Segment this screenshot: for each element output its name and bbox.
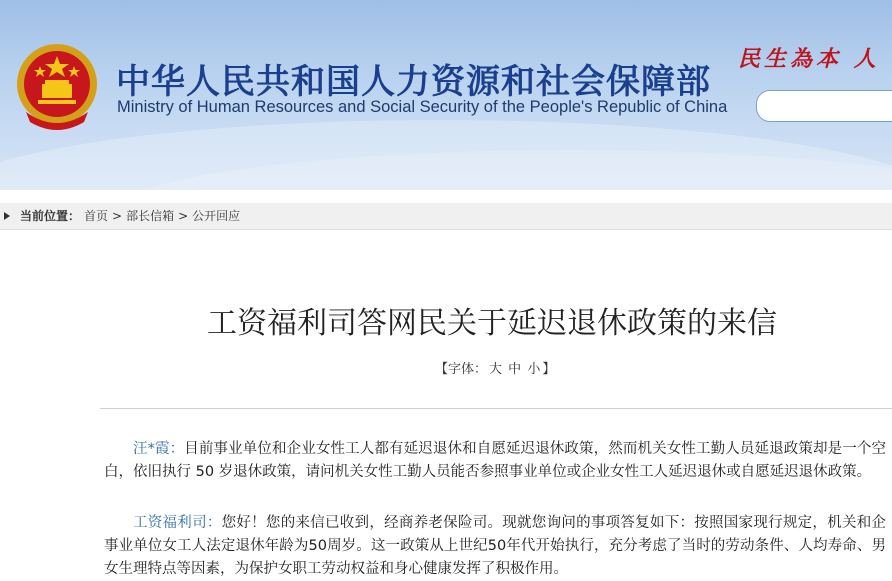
arrow-right-icon [4,212,10,220]
breadcrumb-home[interactable]: 首页 [84,209,109,223]
breadcrumb-minister-mailbox[interactable]: 部长信箱 [126,209,175,223]
font-size-selector [434,358,556,377]
slogan: 民生為本 人 [738,46,880,72]
site-title-cn: 中华人民共和国人力资源和社会保障部 [116,62,711,102]
breadcrumb-separator: > [178,209,189,223]
font-size-small-link[interactable]: 小 [527,362,541,377]
answer-text: 您好！您的来信已收到，经商养老保险司。现就您询问的事项答复如下：按照国家现行规定，机关和企事业单位女工人法定退休年龄为50周岁。这一政策从上世纪50年代开始执行，充分考虑了当时的劳动条件、人均寿命、男女生理特点等因素，为保护女职工劳动权益和身心健康发挥了积极作用。 [104,515,887,577]
divider [100,408,892,409]
font-size-large-link[interactable]: 大 [489,362,503,377]
question-text: 目前事业单位和企业女性工人都有延迟退休和自愿延迟退休政策，然而机关女性工勤人员延退政策却是一个空白，依旧执行 50 岁退休政策，请问机关女性工勤人员能否参照事业单位或企业女性工人延迟退休或自愿延迟退休政策。 [104,441,887,480]
font-size-prefix: 【字体： [435,362,488,377]
answer-paragraph [104,512,886,581]
answer-speaker: 工资福利司： [133,515,222,531]
question-speaker: 汪*霞： [133,441,185,457]
breadcrumb-separator: > [112,209,123,223]
question-paragraph [104,438,886,484]
font-size-medium-link[interactable]: 中 [508,362,522,377]
breadcrumb-public-response[interactable]: 公开回应 [192,209,241,223]
breadcrumb-label: 当前位置： [20,209,81,223]
article-title: 工资福利司答网民关于延迟退休政策的来信 [207,306,777,341]
font-size-suffix: 】 [542,362,556,377]
search-input[interactable] [756,90,892,122]
national-emblem-icon [14,42,100,132]
site-title-en: Ministry of Human Resources and Social Security of the People's Republic of China [117,98,728,116]
header-banner [0,0,892,190]
breadcrumb [0,203,892,230]
